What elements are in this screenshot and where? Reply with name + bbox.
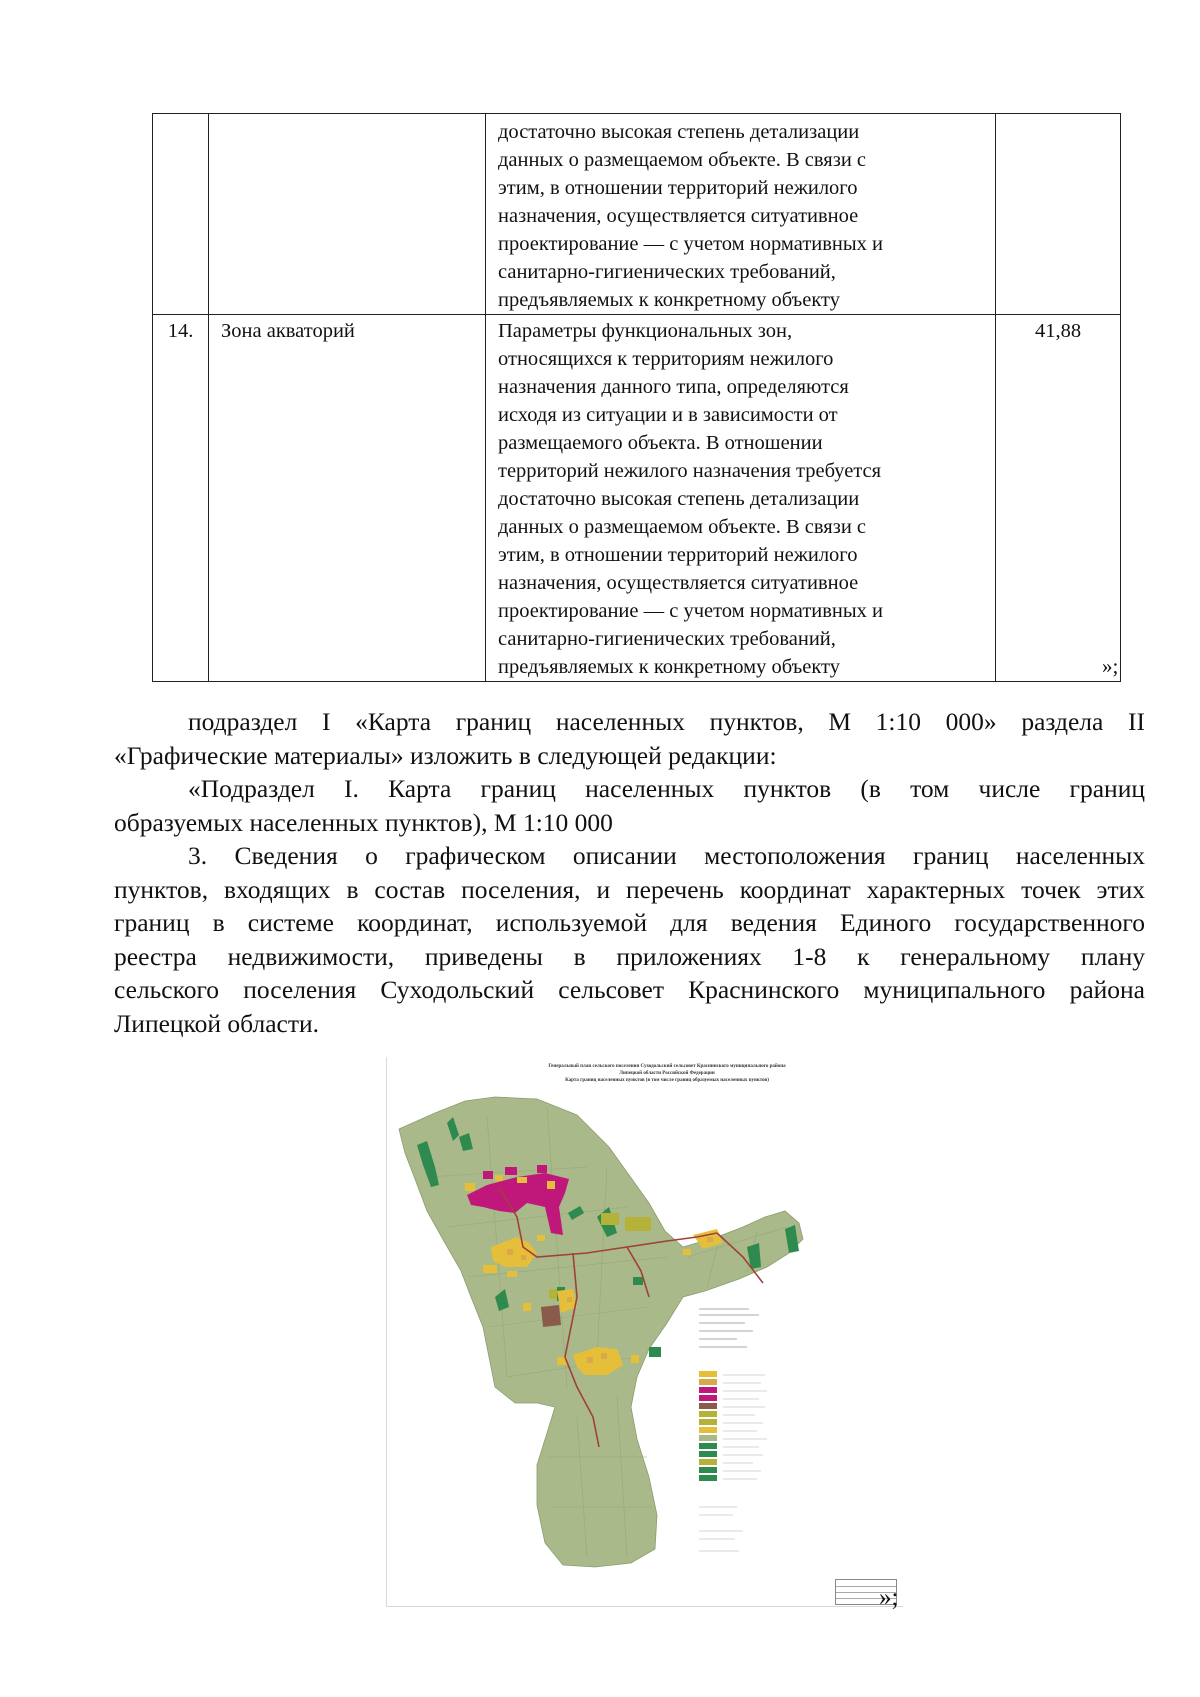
text-line: достаточно высокая степень детализации bbox=[498, 488, 860, 510]
legend-swatch bbox=[699, 1427, 717, 1433]
text-line: этим, в отношении территорий нежилого bbox=[498, 177, 858, 199]
zone-area: 41,88 bbox=[1034, 320, 1082, 342]
text-line: территорий нежилого назначения требуется bbox=[498, 460, 882, 482]
row-number-cell bbox=[153, 315, 209, 682]
paragraph-subsection-title bbox=[114, 772, 1145, 839]
text-line: границ в системе координат, используемой для ведения Единого государственного bbox=[114, 908, 1145, 937]
zones-table bbox=[152, 113, 1121, 682]
map-title-line: Генеральный план сельского поселения Суходольский сельсовет Краснинского муниципального района bbox=[548, 1064, 786, 1069]
legend-swatch bbox=[699, 1451, 717, 1457]
zone-name: Зона акваторий bbox=[221, 320, 355, 342]
zone-name-cell bbox=[209, 315, 486, 682]
text-line: исходя из ситуации и в зависимости от bbox=[498, 404, 838, 426]
closing-quote: »; bbox=[879, 1584, 899, 1611]
text-line: 3. Сведения о графическом описании местоположения границ населенных bbox=[188, 841, 1145, 870]
zone-name-cell bbox=[209, 114, 486, 315]
text-line: подраздел I «Карта границ населенных пунктов, М 1:10 000» раздела II bbox=[188, 707, 1145, 736]
text-line: предъявляемых к конкретному объекту bbox=[498, 656, 840, 678]
legend-swatch bbox=[699, 1371, 717, 1377]
text-line: образуемых населенных пунктов), М 1:10 000 bbox=[114, 807, 613, 837]
text-line: реестра недвижимости, приведены в приложениях 1-8 к генеральному плану bbox=[114, 941, 1145, 971]
closing-quote: »; bbox=[1102, 654, 1119, 678]
special-zone bbox=[541, 1305, 561, 1327]
legend-swatch bbox=[699, 1467, 717, 1473]
text-line: назначения, осуществляется ситуативное bbox=[498, 205, 859, 227]
legend-swatch bbox=[699, 1387, 717, 1393]
legend-swatch bbox=[699, 1459, 717, 1465]
paragraph-subsection-amendment bbox=[114, 705, 1145, 772]
text-line: проектирование — с учетом нормативных и bbox=[498, 600, 884, 622]
zone-description bbox=[498, 317, 995, 681]
text-line: данных о размещаемом объекте. В связи с bbox=[498, 149, 867, 171]
text-line: санитарно-гигиенических требований, bbox=[498, 628, 836, 650]
zone-area-cell bbox=[996, 114, 1121, 315]
legend-swatch bbox=[699, 1395, 717, 1401]
text-line: назначения, осуществляется ситуативное bbox=[498, 572, 859, 594]
text-line: относящихся к территориям нежилого bbox=[498, 348, 834, 370]
text-line: предъявляемых к конкретному объекту bbox=[498, 289, 840, 311]
legend-swatch bbox=[699, 1411, 717, 1417]
legend-swatch bbox=[699, 1443, 717, 1449]
legend-swatch bbox=[699, 1403, 717, 1409]
text-line: достаточно высокая степень детализации bbox=[498, 121, 860, 143]
legend-swatch bbox=[699, 1379, 717, 1385]
legend-swatch bbox=[699, 1475, 717, 1481]
table-row bbox=[153, 114, 1121, 315]
map-drawing bbox=[387, 1057, 903, 1606]
text-line: данных о размещаемом объекте. В связи с bbox=[498, 516, 867, 538]
paragraph-boundaries-info bbox=[114, 839, 1145, 1040]
map-title-line: Карта границ населенных пунктов (в том числе границ образуемых населенных пунктов) bbox=[565, 1078, 769, 1083]
legend-swatch bbox=[699, 1435, 717, 1441]
text-line: санитарно-гигиенических требований, bbox=[498, 261, 836, 283]
text-line: «Графические материалы» изложить в следующей редакции: bbox=[114, 740, 777, 770]
text-line: Параметры функциональных зон, bbox=[498, 320, 793, 342]
text-line: «Подраздел I. Карта границ населенных пунктов (в том числе границ bbox=[188, 774, 1145, 803]
map-legend bbox=[687, 1307, 777, 1551]
text-line: пунктов, входящих в состав поселения, и перечень координат характерных точек этих bbox=[114, 874, 1145, 904]
zone-description bbox=[498, 118, 995, 314]
text-line: проектирование — с учетом нормативных и bbox=[498, 233, 884, 255]
row-number: 14. bbox=[167, 320, 194, 342]
text-line: сельского поселения Суходольский сельсовет Краснинского муниципального района bbox=[114, 975, 1145, 1004]
zone-description-cell bbox=[486, 114, 996, 315]
table-row bbox=[153, 315, 1121, 682]
legend-swatch bbox=[699, 1419, 717, 1425]
text-line: назначения данного типа, определяются bbox=[498, 376, 849, 398]
row-number-cell bbox=[153, 114, 209, 315]
settlement-boundaries-map bbox=[386, 1057, 903, 1607]
text-line: Липецкой области. bbox=[114, 1008, 320, 1038]
zone-area-cell bbox=[996, 315, 1121, 682]
map-title-line: Липецкой области Российской Федерации bbox=[619, 1071, 715, 1076]
zone-description-cell bbox=[486, 315, 996, 682]
text-line: этим, в отношении территорий нежилого bbox=[498, 544, 858, 566]
text-line: размещаемого объекта. В отношении bbox=[498, 432, 823, 454]
